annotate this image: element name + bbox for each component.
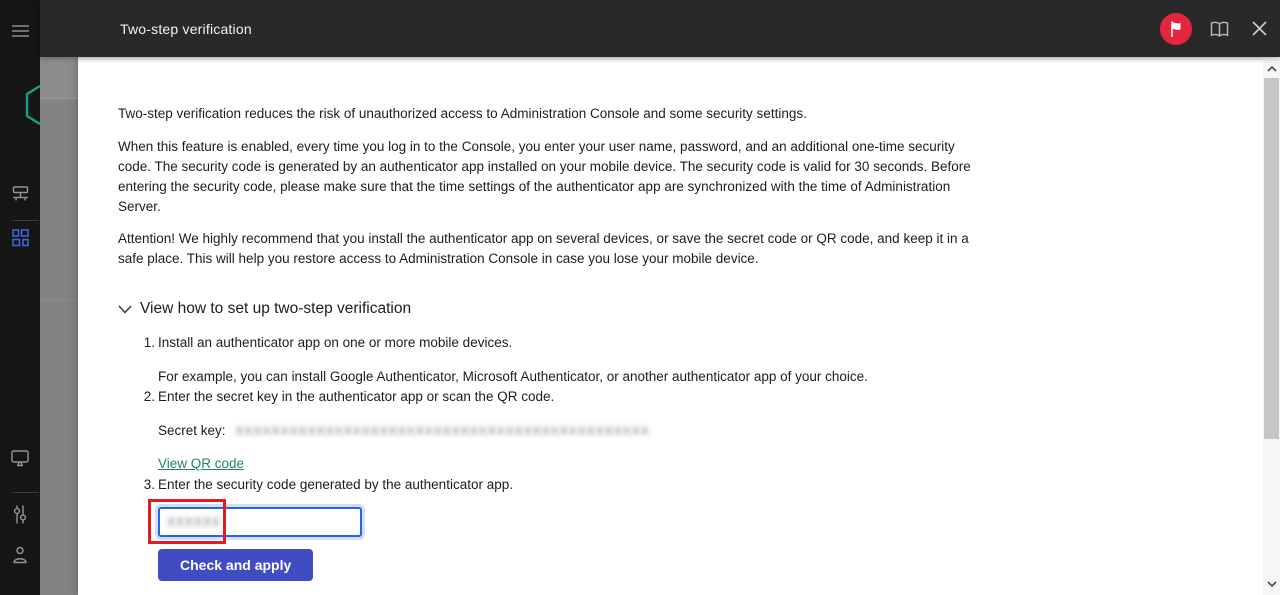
scroll-down-button[interactable] [1263,575,1280,592]
open-book-icon [1209,20,1230,38]
documentation-button[interactable] [1206,16,1232,42]
close-button[interactable] [1246,16,1272,42]
step-number: 3. [143,477,155,492]
setup-section-title: View how to set up two-step verification [140,300,412,317]
chevron-down-icon [118,305,132,314]
console-grid-icon[interactable] [0,229,40,247]
flag-icon [1168,20,1184,38]
step-1 [141,333,512,353]
kaspersky-hexagon-logo [24,84,40,126]
administration-server-icon[interactable] [0,186,40,202]
feedback-flag-button[interactable] [1160,13,1192,45]
step-text: Enter the security code generated by the authenticator app. [158,477,513,492]
attention-paragraph: Attention! We highly recommend that you install the authenticator app on several devices, or save the secret code or QR code, and keep it in a safe place. This will help you restore access to Administration Console in case you lose your mobile device. [118,231,969,266]
settings-sliders-icon[interactable] [0,505,40,524]
sidebar-divider [12,220,39,221]
step-number: 2. [143,389,155,404]
security-code-value-redacted: XXXXXX [167,515,222,529]
dimmed-overlay [40,57,78,595]
check-and-apply-button[interactable]: Check and apply [158,549,313,581]
scrollbar-thumb[interactable] [1264,78,1279,439]
two-step-verification-panel [78,57,1263,595]
step-text: Install an authenticator app on one or more mobile devices. [158,335,513,350]
sidebar-divider [12,492,39,493]
sidebar [0,0,40,595]
chevron-up-icon [1267,66,1277,72]
intro-paragraph: Two-step verification reduces the risk of unauthorized access to Administration Console and some security settings. [118,106,807,121]
devices-monitor-icon[interactable] [0,450,40,467]
security-code-input[interactable] [158,507,362,537]
step-text: Enter the secret key in the authenticator app or scan the QR code. [158,389,555,404]
secret-key-row [158,421,650,441]
step-1-note: For example, you can install Google Authenticator, Microsoft Authenticator, or another authenticator app of your choice. [158,369,868,384]
scroll-up-button[interactable] [1263,60,1280,77]
hamburger-menu-icon[interactable] [0,24,40,38]
close-icon [1252,21,1267,36]
setup-section-toggle[interactable] [118,300,411,318]
step-2 [141,387,554,407]
page-title: Two-step verification [120,20,252,37]
step-3 [141,475,513,495]
view-qr-code-link[interactable]: View QR code [158,456,245,471]
secret-key-label: Secret key: [158,423,226,438]
vertical-scrollbar[interactable] [1263,57,1280,595]
step-number: 1. [143,335,155,350]
secret-key-value-redacted: XXXXXXXXXXXXXXXXXXXXXXXXXXXXXXXXXXXXXXXXXXXXXX [235,424,650,438]
user-icon[interactable] [0,546,40,564]
how-it-works-paragraph: When this feature is enabled, every time you log in to the Console, you enter your user name, password, and an additional one-time security code. The security code is generated by an authenticator app installed on your mobile device. The security code is valid for 30 seconds. Before entering the security code, please make sure that the time settings of the authenticator app are synchronized with the time of Administration Server. [118,139,971,214]
chevron-down-icon [1267,581,1277,587]
dialog-header [40,0,1280,57]
